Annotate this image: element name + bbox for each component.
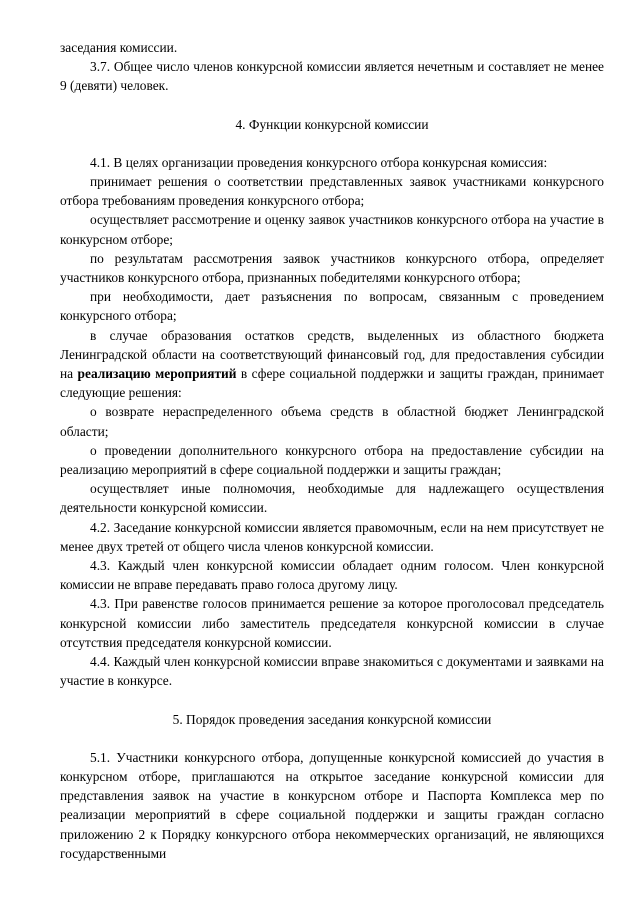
document-page bbox=[60, 38, 604, 863]
paragraph-4-1: 4.1. В целях организации проведения конкурсного отбора конкурсная комиссия: bbox=[90, 154, 548, 170]
paragraph: заседания комиссии. bbox=[60, 40, 178, 55]
paragraph: о возврате нераспределенного объема средств в областной бюджет Ленинградской области; bbox=[60, 404, 604, 439]
paragraph: осуществляет рассмотрение и оценку заявок участников конкурсного отбора на участие в конкурсном отборе; bbox=[60, 212, 604, 247]
paragraph-5-1: 5.1. Участники конкурсного отбора, допущенные конкурсной комиссией до участия в конкурсном отборе, приглашаются на открытое заседание конкурсной комиссии для представления заявок на участие в конкурсном отборе и Паспорта Комплекса мер по реализации мероприятий в сфере социальной поддержки и защиты граждан согласно приложению 2 к Порядку конкурсного отбора некоммерческих организаций, не являющихся государственными bbox=[60, 749, 604, 861]
paragraph bbox=[60, 326, 604, 403]
text-span: в случае образования остатков средств, выделенных из областного бюджета Ленинградской области на соответствующий финансовый год, для предоставления субсидии на bbox=[60, 327, 604, 382]
paragraph-4-2: 4.2. Заседание конкурсной комиссии является правомочным, если на нем присутствует не менее двух третей от общего числа членов конкурсной комиссии. bbox=[60, 519, 604, 554]
paragraph-3-7: 3.7. Общее число членов конкурсной комиссии является нечетным и составляет не менее 9 (девяти) человек. bbox=[60, 59, 604, 94]
section-heading-4: 4. Функции конкурсной комиссии bbox=[235, 116, 429, 132]
paragraph: принимает решения о соответствии представленных заявок участниками конкурсного отбора требованиям проведения конкурсного отбора; bbox=[60, 174, 604, 209]
paragraph: осуществляет иные полномочия, необходимые для надлежащего осуществления деятельности конкурсной комиссии. bbox=[60, 481, 604, 516]
section-heading-5: 5. Порядок проведения заседания конкурсной комиссии bbox=[172, 711, 492, 727]
paragraph: по результатам рассмотрения заявок участников конкурсного отбора, определяет участников конкурсного отбора, признанных победителями конкурсного отбора; bbox=[60, 250, 604, 286]
paragraph-4-3: 4.3. Каждый член конкурсной комиссии обладает одним голосом. Член конкурсной комиссии не вправе передавать право голоса другому лицу. bbox=[60, 558, 604, 593]
paragraph-4-3b: 4.3. При равенстве голосов принимается решение за которое проголосовал председатель конкурсной комиссии либо заместитель председателя конкурсной комиссии в случае отсутствия председателя конкурсной комиссии. bbox=[60, 596, 604, 650]
bold-text: реализацию мероприятий bbox=[77, 366, 237, 382]
paragraph: при необходимости, дает разъяснения по вопросам, связанным с проведением конкурсного отбора; bbox=[60, 289, 604, 324]
paragraph-4-4: 4.4. Каждый член конкурсной комиссии вправе знакомиться с документами и заявками на участие в конкурсе. bbox=[60, 654, 604, 689]
paragraph: о проведении дополнительного конкурсного отбора на предоставление субсидии на реализацию мероприятий в сфере социальной поддержки и защиты граждан; bbox=[60, 442, 604, 478]
text-span: в сфере социальной поддержки и защиты граждан, принимает следующие решения: bbox=[60, 366, 605, 401]
